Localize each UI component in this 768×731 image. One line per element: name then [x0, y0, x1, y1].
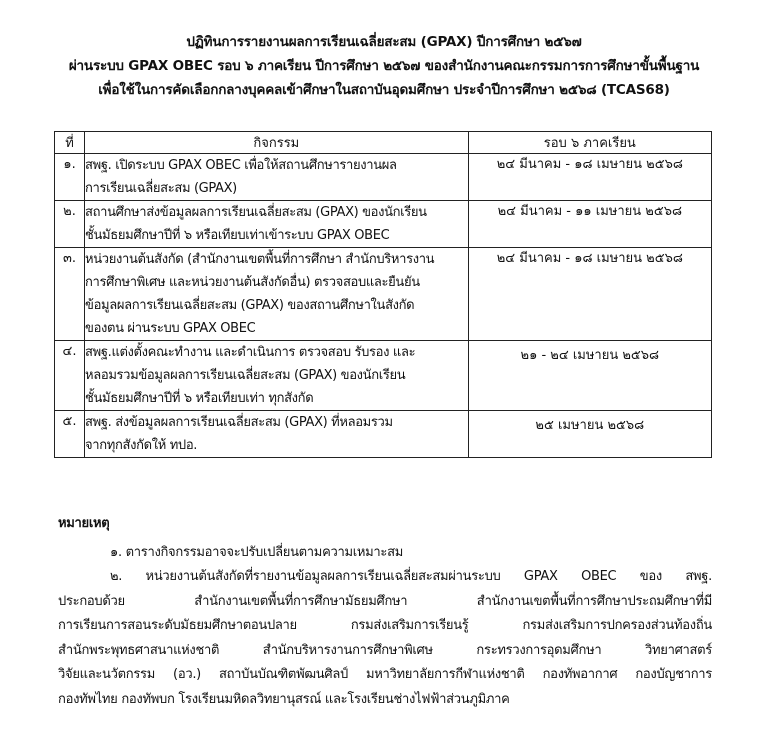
row-date: ๒๑ - ๒๔ เมษายน ๒๕๖๘	[468, 341, 711, 411]
row-number: ๓.	[55, 248, 85, 341]
activity-line: หลอมรวมข้อมูลผลการเรียนเฉลี่ยสะสม (GPAX) ของนักเรียน	[85, 368, 406, 383]
row-number: ๒.	[55, 201, 85, 248]
table-row	[55, 201, 712, 248]
title-line-1: ปฏิทินการรายงานผลการเรียนเฉลี่ยสะสม (GPAX) ปีการศึกษา ๒๕๖๗	[186, 34, 582, 50]
note-line: วิจัยและนวัตกรรม (อว.) สถาบันบัณฑิตพัฒนศิลป์ มหาวิทยาลัยการกีฬาแห่งชาติ กองทัพอากาศ กองบัญชาการ	[58, 667, 712, 682]
note-line: การเรียนการสอนระดับมัธยมศึกษาตอนปลาย กรมส่งเสริมการเรียนรู้ กรมส่งเสริมการปกครองส่วนท้องถิ่น	[58, 618, 712, 633]
table-row	[55, 411, 712, 458]
row-activity	[85, 248, 469, 341]
header-no: ที่	[55, 132, 85, 154]
row-date: ๒๕ เมษายน ๒๕๖๘	[468, 411, 711, 458]
table-row	[55, 154, 712, 201]
row-number: ๕.	[55, 411, 85, 458]
activity-line: จากทุกสังกัดให้ ทปอ.	[85, 438, 198, 453]
table-row	[55, 341, 712, 411]
note-line: กองทัพไทย กองทัพบก โรงเรียนมหิดลวิทยานุสรณ์ และโรงเรียนช่างไฟฟ้าส่วนภูมิภาค	[58, 691, 510, 707]
table-header-row	[55, 132, 712, 154]
activity-line: สพฐ.แต่งตั้งคณะทำงาน และดำเนินการ ตรวจสอบ รับรอง และ	[85, 345, 416, 360]
title-line-3: เพื่อใช้ในการคัดเลือกกลางบุคคลเข้าศึกษาในสถาบันอุดมศึกษา ประจำปีการศึกษา ๒๕๖๘ (TCAS68)	[98, 82, 670, 98]
notes-section	[58, 512, 712, 712]
row-activity	[85, 154, 469, 201]
header-activity: กิจกรรม	[85, 132, 469, 154]
row-date: ๒๔ มีนาคม - ๑๑ เมษายน ๒๕๖๘	[468, 201, 711, 248]
row-activity	[85, 341, 469, 411]
note-line: ๒. หน่วยงานต้นสังกัดที่รายงานข้อมูลผลการเรียนเฉลี่ยสะสมผ่านระบบ GPAX OBEC ของ สพฐ.	[110, 569, 712, 584]
schedule-table	[54, 131, 712, 458]
notes-heading: หมายเหตุ	[58, 516, 110, 531]
activity-line: สถานศึกษาส่งข้อมูลผลการเรียนเฉลี่ยสะสม (GPAX) ของนักเรียน	[85, 205, 427, 220]
activity-line: ชั้นมัธยมศึกษาปีที่ ๖ หรือเทียบเท่า ทุกสังกัด	[85, 391, 314, 406]
row-activity	[85, 411, 469, 458]
activity-line: การศึกษาพิเศษ และหน่วยงานต้นสังกัดอื่น) ตรวจสอบและยืนยัน	[85, 275, 420, 290]
header-round: รอบ ๖ ภาคเรียน	[468, 132, 711, 154]
table-row	[55, 248, 712, 341]
activity-line: หน่วยงานต้นสังกัด (สำนักงานเขตพื้นที่การศึกษา สำนักบริหารงาน	[85, 252, 435, 267]
note-line: ประกอบด้วย สำนักงานเขตพื้นที่การศึกษามัธยมศึกษา สำนักงานเขตพื้นที่การศึกษาประถมศึกษาที่มี	[58, 593, 712, 609]
row-date: ๒๔ มีนาคม - ๑๘ เมษายน ๒๕๖๘	[468, 248, 711, 341]
row-number: ๑.	[55, 154, 85, 201]
row-number: ๔.	[55, 341, 85, 411]
row-activity	[85, 201, 469, 248]
document-title	[0, 30, 768, 102]
note-line: สำนักพระพุทธศาสนาแห่งชาติ สำนักบริหารงานการศึกษาพิเศษ กระทรวงการอุดมศึกษา วิทยาศาสตร์	[58, 642, 712, 658]
activity-line: การเรียนเฉลี่ยสะสม (GPAX)	[85, 181, 237, 196]
activity-line: สพฐ. ส่งข้อมูลผลการเรียนเฉลี่ยสะสม (GPAX) ที่หลอมรวม	[85, 415, 393, 430]
row-date: ๒๔ มีนาคม - ๑๘ เมษายน ๒๕๖๘	[468, 154, 711, 201]
activity-line: ชั้นมัธยมศึกษาปีที่ ๖ หรือเทียบเท่าเข้าระบบ GPAX OBEC	[85, 228, 390, 243]
activity-line: สพฐ. เปิดระบบ GPAX OBEC เพื่อให้สถานศึกษารายงานผล	[85, 158, 397, 173]
activity-line: ของตน ผ่านระบบ GPAX OBEC	[85, 321, 256, 336]
activity-line: ข้อมูลผลการเรียนเฉลี่ยสะสม (GPAX) ของสถานศึกษาในสังกัด	[85, 298, 415, 313]
title-line-2: ผ่านระบบ GPAX OBEC รอบ ๖ ภาคเรียน ปีการศึกษา ๒๕๖๗ ของสำนักงานคณะกรรมการการศึกษาขั้นพื้นฐาน	[68, 58, 700, 74]
note-item: ๑. ตารางกิจกรรมอาจจะปรับเปลี่ยนตามความเหมาะสม	[110, 544, 404, 560]
